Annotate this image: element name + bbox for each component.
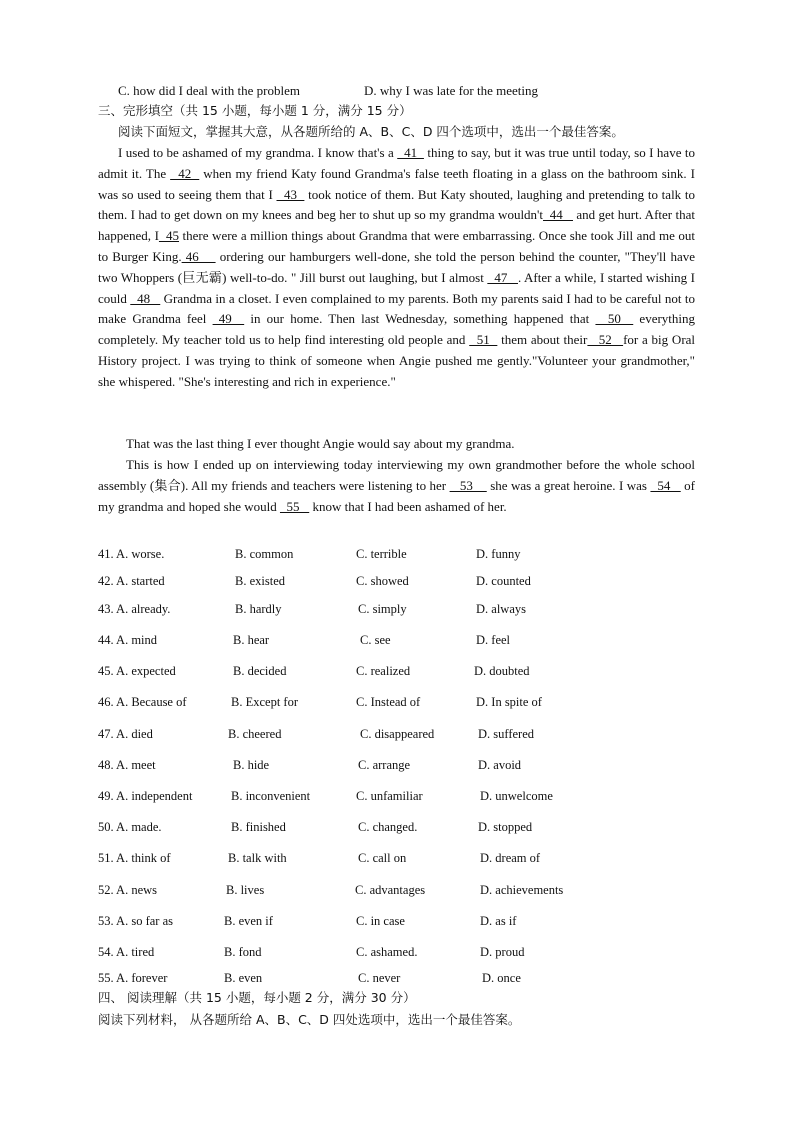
passage-text: ordering our hamburgers well-done, she told the person behind the counter, "They'll have two Whoppers (巨无霸) well-to-do. " Jill burst out laughing, but I almost [98,248,695,285]
option-a: 45. A. expected [98,664,176,678]
passage-text: and get hurt. After that happened, I [98,207,695,244]
option-b: B. existed [235,574,285,588]
option-a: 43. A. already. [98,602,171,616]
blank-number: 49 [212,311,245,327]
option-a: 46. A. Because of [98,695,187,709]
passage-text: when my friend Katy found Grandma's false teeth floating in a glass on the bathroom sink. I was so used to seeing them that I [98,165,695,202]
option-c: C. simply [358,602,407,616]
passage-paragraph-1 [98,143,695,393]
passage-paragraph-3 [98,455,695,517]
option-d: D. unwelcome [480,789,553,803]
option-a: 42. A. started [98,574,165,588]
option-c: C. ashamed. [356,945,418,959]
option-b: B. lives [226,883,265,897]
option-a: 48. A. meet [98,758,156,772]
passage-text: know that I had been ashamed of her. [309,498,507,514]
option-c: C. call on [358,851,407,865]
option-a: 55. A. forever [98,971,168,985]
option-d: D. always [476,602,526,616]
blank-number: 41 [397,145,424,160]
passage-text: Grandma in a closet. I even complained to my parents. Both my parents said I had to be careful not to make Grandma feel [98,290,696,327]
blank-number: 50 [595,311,634,327]
option-c: C. arrange [358,758,411,772]
option-b: B. fond [224,945,262,959]
option-a: 54. A. tired [98,945,155,959]
option-a: 49. A. independent [98,789,193,803]
passage-text: I used to be ashamed of my grandma. I know that's a [118,145,398,160]
option-b: B. even [224,971,263,985]
passage-text: in our home. Then last Wednesday, something happened that [244,311,596,327]
section3-instruction: 阅读下面短文，掌握其大意，从各题所给的 A、B、C、D 四个选项中，选出一个最佳答案。 [118,124,624,139]
option-d: D. counted [476,574,531,588]
option-c: C. changed. [358,820,418,834]
option-c: C. terrible [356,547,407,561]
option-b: B. inconvenient [231,789,311,803]
passage-text: . After a while, I started wishing I could [98,269,696,306]
blank-number: 54 [650,477,681,493]
option-d: D. achievements [480,883,564,897]
option-c: C. advantages [355,883,426,897]
blank-number: 44 [543,207,573,223]
section4-heading: 四、 阅读理解（共 15 小题，每小题 2 分，满分 30 分） [98,990,416,1005]
passage-text: took notice of them. But Katy shouted, laughing and pretending to talk to them. I had to get down on my knees and beg her to shut up so my grandma wouldn't [98,186,696,223]
passage-text: of my grandma and hoped she would [98,477,696,514]
option-c: C. disappeared [360,727,435,741]
blank-number: 47 [487,269,518,285]
option-b: B. hardly [235,602,282,616]
passage-text: for a big Oral History project. I was trying to think of someone when Angie pushed me gently."Volunteer your grandmother," she whispered. "She's interesting and rich in experience." [98,332,696,389]
section3-heading: 三、完形填空（共 15 小题，每小题 1 分，满分 15 分） [98,103,412,118]
option-c-prev: C. how did I deal with the problem [118,83,300,98]
option-c: C. Instead of [356,695,421,709]
option-a: 50. A. made. [98,820,162,834]
option-d: D. avoid [478,758,522,772]
passage-text: there were a million things about Grandma that were embarrassing. Once she took Jill and me out to Burger King. [98,228,696,264]
option-d: D. suffered [478,727,534,741]
passage-text: everything completely. My teacher told us to help find interesting old people and [98,311,696,348]
option-a: 53. A. so far as [98,914,173,928]
blank-number: 43 [276,186,305,202]
option-b: B. talk with [228,851,287,865]
option-b: B. hide [233,758,270,772]
option-d: D. feel [476,633,511,647]
option-b: B. Except for [231,695,298,709]
passage-text: thing to say, but it was true until today, so I have to admit it. The [98,145,696,181]
option-c: C. showed [356,574,409,588]
option-c: C. in case [356,914,405,928]
passage-text: them about their [497,332,588,348]
option-b: B. common [235,547,294,561]
option-c: C. see [360,633,391,647]
option-a: 41. A. worse. [98,547,165,561]
blank-number: 51 [469,332,498,348]
option-a: 47. A. died [98,727,153,741]
blank-number: 42 [170,165,200,181]
passage-text: she was a great heroine. I was [486,477,651,493]
option-d: D. once [482,971,521,985]
passage-paragraph-2: That was the last thing I ever thought Angie would say about my grandma. [126,436,515,451]
blank-number: 53 [449,477,487,493]
option-b: B. even if [224,914,273,928]
option-d: D. stopped [478,820,533,834]
option-b: B. decided [233,664,287,678]
blank-number: 45 [158,228,180,244]
option-d: D. doubted [474,664,530,678]
passage-text: This is how I ended up on interviewing today interviewing my own grandmother before the whole school assembly (集合). All my friends and teachers were listening to her [98,457,695,493]
option-d-prev: D. why I was late for the meeting [364,83,539,98]
blank-number: 48 [130,290,161,306]
option-c: C. never [358,971,401,985]
option-b: B. hear [233,633,270,647]
option-b: B. cheered [228,727,282,741]
option-a: 52. A. news [98,883,158,897]
option-d: D. proud [480,945,525,959]
option-d: D. as if [480,914,517,928]
blank-number: 55 [279,498,310,514]
option-d: D. dream of [480,851,541,865]
blank-number: 46 [181,248,216,264]
option-d: D. In spite of [476,695,542,709]
option-a: 51. A. think of [98,851,171,865]
option-c: C. unfamiliar [356,789,423,803]
option-c: C. realized [356,664,411,678]
option-d: D. funny [476,547,521,561]
option-a: 44. A. mind [98,633,158,647]
section4-instruction: 阅读下列材料， 从各题所给 A、B、C、D 四处选项中，选出一个最佳答案。 [98,1012,521,1027]
blank-number: 52 [587,332,624,348]
option-b: B. finished [231,820,286,834]
